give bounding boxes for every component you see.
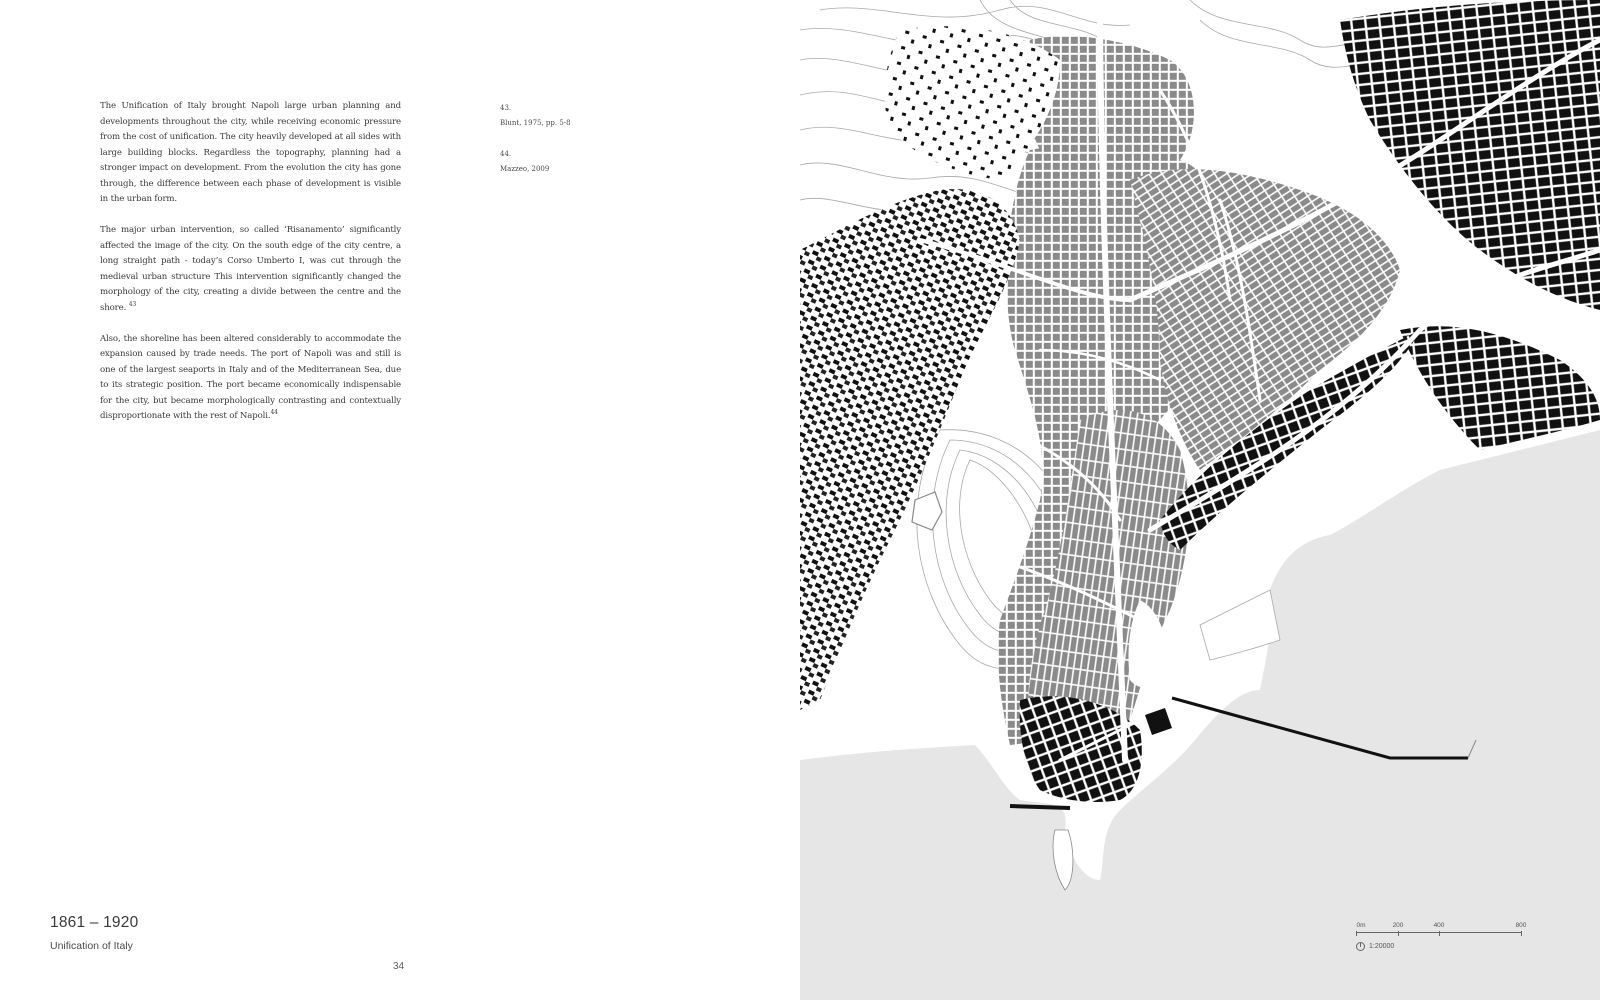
figure-ground-map xyxy=(800,0,1600,1000)
scale-ratio-text: 1:20000 xyxy=(1369,943,1395,950)
scale-bar xyxy=(1356,922,1536,958)
north-arrow-icon xyxy=(1356,942,1365,951)
paragraph-shoreline-text: Also, the shoreline has been altered considerably to accommodate the expansion caused by trade needs. The port of Napoli was and still is one of the largest seaports in Italy and of the Mediterranean Sea, due to its strategic position. The port became economically indispensable for the city, but became morphologically contrasting and contextually disproportionate with the rest of Napoli. xyxy=(100,333,401,421)
paragraph-unification: The Unification of Italy brought Napoli large urban planning and developments throughout the city, while receiving economic pressure from the cost of unification. The city heavily developed at all sides with large building blocks. Regardless the topography, planning had a stronger impact on development. From the evolution the city has gone through, the difference between each phase of development is visible in the urban form. xyxy=(100,101,401,204)
scale-label-800: 800 xyxy=(1515,922,1527,929)
scale-tick xyxy=(1356,931,1357,936)
scale-label-0: 0m xyxy=(1356,922,1366,929)
page-number: 34 xyxy=(393,961,405,972)
note-text: Mazzeo, 2009 xyxy=(500,165,550,173)
scale-tick xyxy=(1521,931,1522,936)
new-blocks-east xyxy=(1400,326,1600,450)
scale-label-200: 200 xyxy=(1392,922,1404,929)
footnote-ref-44: 44 xyxy=(270,409,278,417)
note-44 xyxy=(500,147,620,177)
scale-label-400: 400 xyxy=(1433,922,1445,929)
castle-nuovo xyxy=(1145,708,1172,735)
period-subtitle: Unification of Italy xyxy=(50,940,133,952)
scale-tick xyxy=(1439,931,1440,936)
note-text: Blunt, 1975, pp. 5-8 xyxy=(500,119,571,127)
period-title: 1861 – 1920 xyxy=(50,914,139,931)
footnote-ref-43: 43 xyxy=(128,300,137,308)
paragraph-shoreline xyxy=(100,332,401,425)
note-number: 43. xyxy=(500,104,512,112)
castle-star-fort xyxy=(912,492,942,530)
paragraph-risanamento-text: The major urban intervention, so called ‘Risanamento’ significantly affected the image of the city. On the south edge of the city centre, a long straight path - today’s Corso Umberto I, was cut through the medieval urban structure This intervention significantly changed the morphology of the city, creating a divide between the centre and the shore. xyxy=(100,225,401,313)
note-43 xyxy=(500,101,620,131)
note-number: 44. xyxy=(500,150,512,158)
scale-ratio xyxy=(1356,942,1394,951)
right-page xyxy=(800,0,1600,1000)
scale-tick xyxy=(1398,931,1399,936)
waterfront-quay xyxy=(1010,806,1070,808)
new-blocks-west-hills xyxy=(800,189,1020,710)
side-notes xyxy=(500,101,620,193)
body-text xyxy=(100,99,401,440)
paragraph-risanamento xyxy=(100,223,401,316)
